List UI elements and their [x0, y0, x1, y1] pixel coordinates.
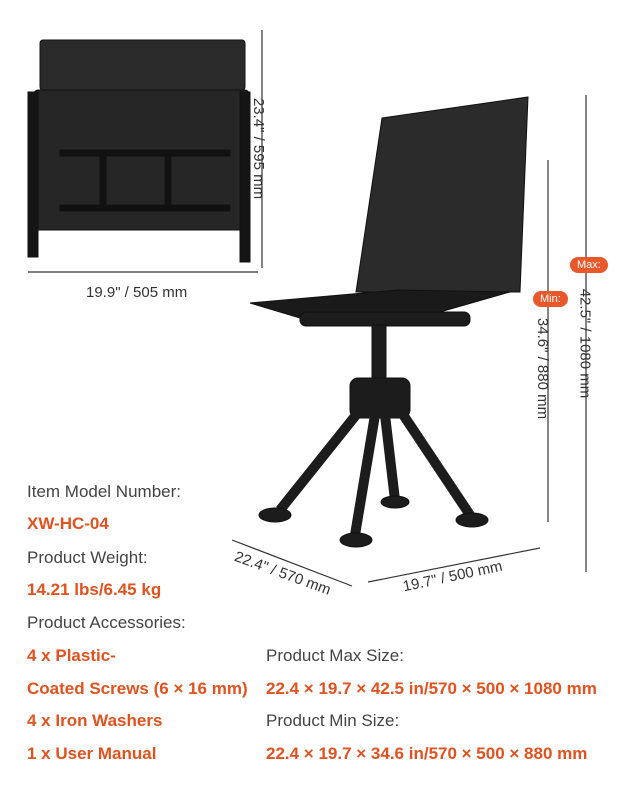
model-number-label: Item Model Number: [27, 482, 181, 501]
max-height-dimension: 42.5" / 1080 mm [576, 288, 594, 399]
swivel-chair-image [250, 97, 528, 547]
folded-height-dimension: 23.4" / 595 mm [250, 97, 268, 200]
folded-width-dimension: 19.9" / 505 mm [86, 284, 188, 301]
accessories-label: Product Accessories: [27, 613, 186, 632]
max-badge: Max: [570, 257, 608, 273]
min-height-dimension: 34.6" / 880 mm [534, 317, 552, 420]
accessory-item: 4 x Plastic- [27, 646, 116, 665]
accessory-item: Coated Screws (6 × 16 mm) [27, 679, 248, 698]
accessory-item: 4 x Iron Washers [27, 711, 163, 730]
folded-chair-image [28, 40, 250, 262]
max-size-value: 22.4 × 19.7 × 42.5 in/570 × 500 × 1080 mm [266, 679, 597, 698]
weight-label: Product Weight: [27, 548, 148, 567]
depth-dimension: 22.4" / 570 mm [232, 548, 334, 599]
min-size-value: 22.4 × 19.7 × 34.6 in/570 × 500 × 880 mm [266, 744, 588, 763]
min-size-label: Product Min Size: [266, 711, 400, 730]
model-number-value: XW-HC-04 [27, 514, 109, 533]
max-size-label: Product Max Size: [266, 646, 404, 665]
weight-value: 14.21 lbs/6.45 kg [27, 580, 162, 599]
accessory-item: 1 x User Manual [27, 744, 157, 763]
width-dimension: 19.7" / 500 mm [401, 557, 504, 596]
min-badge: Min: [533, 291, 568, 307]
